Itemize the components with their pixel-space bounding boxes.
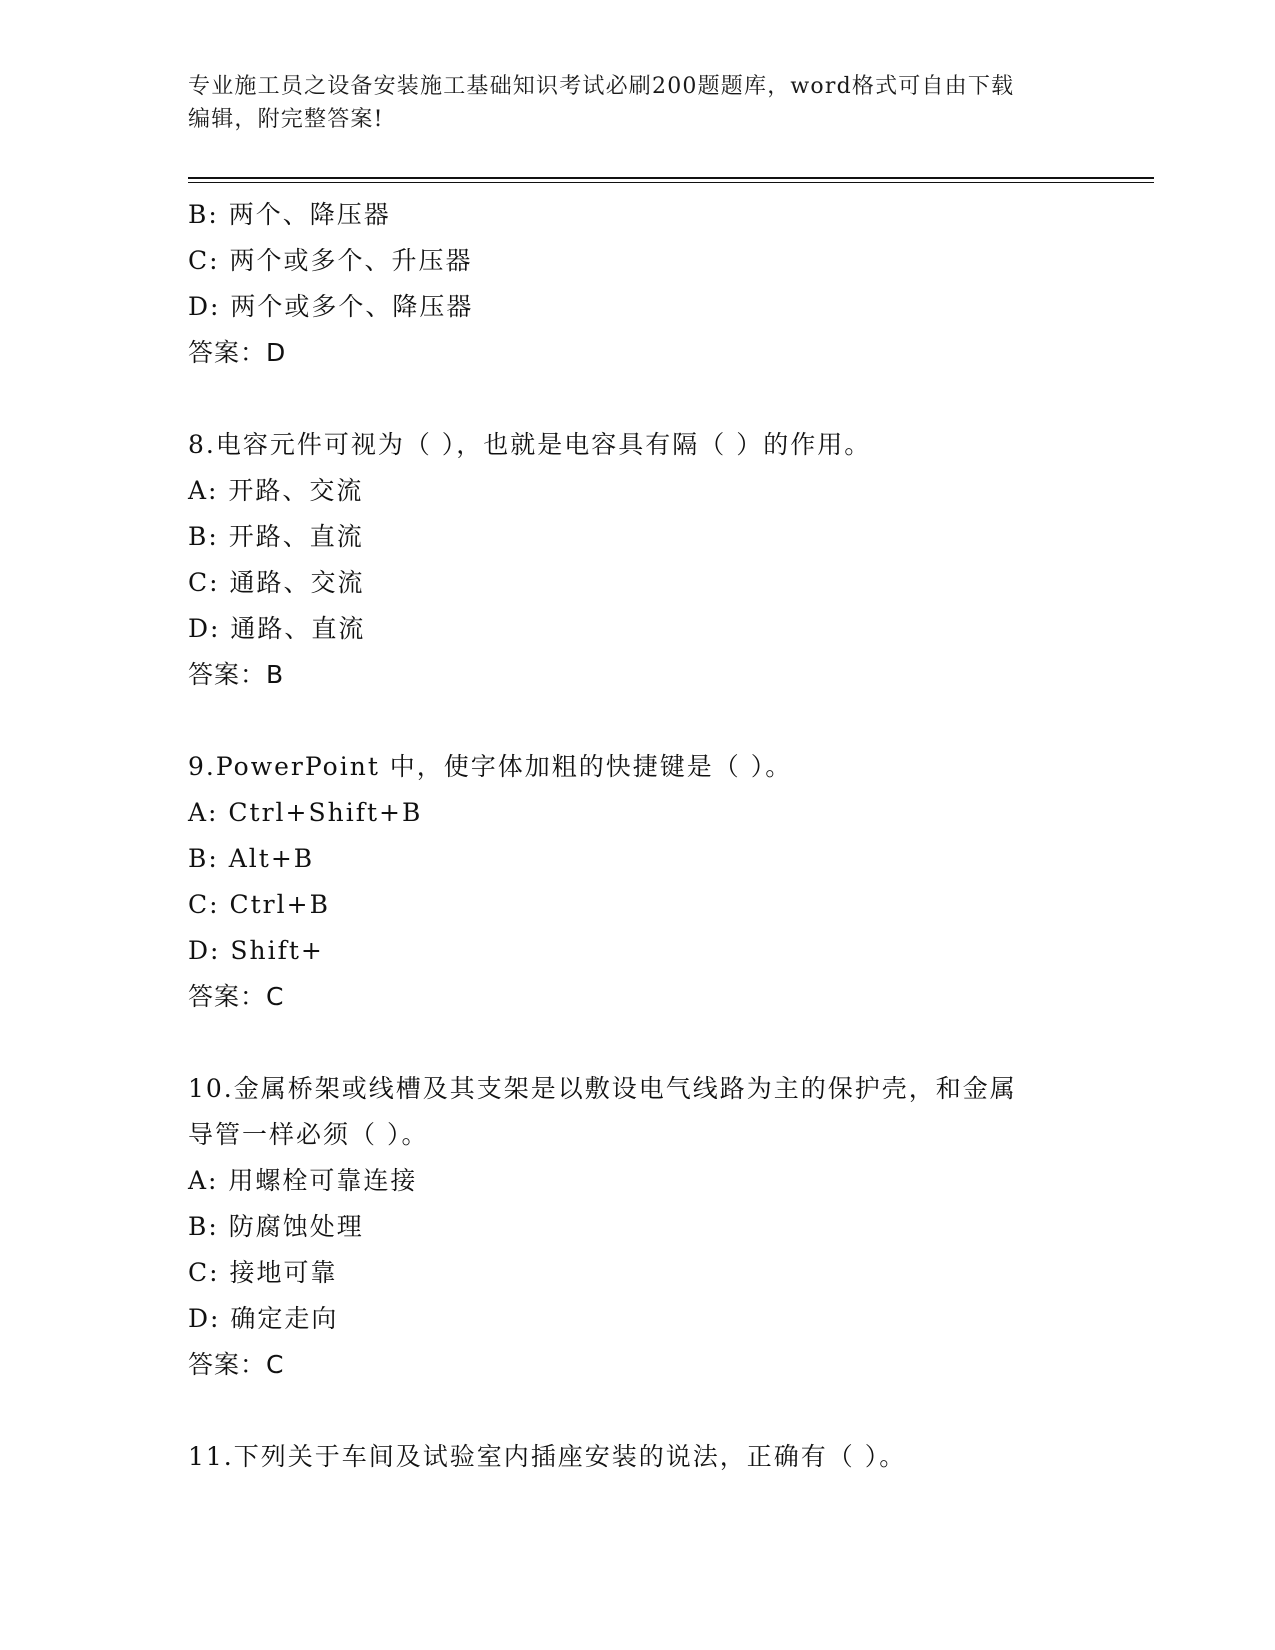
option-d: D: 通路、直流 [188, 614, 366, 643]
document-header [188, 70, 1068, 136]
question-list [188, 192, 1088, 1480]
option-b: B: Alt+B [188, 844, 315, 873]
option-d: D: 两个或多个、降压器 [188, 292, 474, 321]
option-c: C: 两个或多个、升压器 [188, 246, 473, 275]
question-stem: 9.PowerPoint 中，使字体加粗的快捷键是（ ）。 [188, 752, 793, 781]
spacer [188, 1020, 1088, 1066]
answer-line: 答案：D [188, 338, 287, 367]
option-a: A: 用螺栓可靠连接 [188, 1166, 418, 1195]
question-stem-line-2: 导管一样必须（ ）。 [188, 1120, 429, 1149]
option-c: C: Ctrl+B [188, 890, 330, 919]
option-c: C: 接地可靠 [188, 1258, 338, 1287]
option-a: A: 开路、交流 [188, 476, 364, 505]
header-line-2: 编辑，附完整答案! [188, 107, 384, 132]
header-divider-thick [188, 177, 1154, 179]
spacer [188, 376, 1088, 422]
option-a: A: Ctrl+Shift+B [188, 798, 423, 827]
question-stem: 11.下列关于车间及试验室内插座安装的说法，正确有（ ）。 [188, 1442, 907, 1471]
option-b: B: 开路、直流 [188, 522, 364, 551]
spacer [188, 1388, 1088, 1434]
option-d: D: Shift+ [188, 936, 324, 965]
previous-question-block [188, 192, 1088, 376]
question-stem: 8.电容元件可视为（ ），也就是电容具有隔（ ）的作用。 [188, 430, 872, 459]
option-b: B: 防腐蚀处理 [188, 1212, 364, 1241]
answer-line: 答案：C [188, 1350, 285, 1379]
question-11 [188, 1434, 1088, 1480]
answer-line: 答案：C [188, 982, 285, 1011]
question-stem-line-1: 10.金属桥架或线槽及其支架是以敷设电气线路为主的保护壳，和金属 [188, 1074, 1017, 1103]
question-8 [188, 422, 1088, 698]
spacer [188, 698, 1088, 744]
answer-line: 答案：B [188, 660, 285, 689]
question-10 [188, 1066, 1088, 1388]
option-b: B: 两个、降压器 [188, 200, 391, 229]
option-c: C: 通路、交流 [188, 568, 365, 597]
question-9 [188, 744, 1088, 1020]
option-d: D: 确定走向 [188, 1304, 339, 1333]
header-divider-thin [188, 182, 1154, 183]
header-line-1: 专业施工员之设备安装施工基础知识考试必刷200题题库，word格式可自由下载 [188, 74, 1015, 99]
